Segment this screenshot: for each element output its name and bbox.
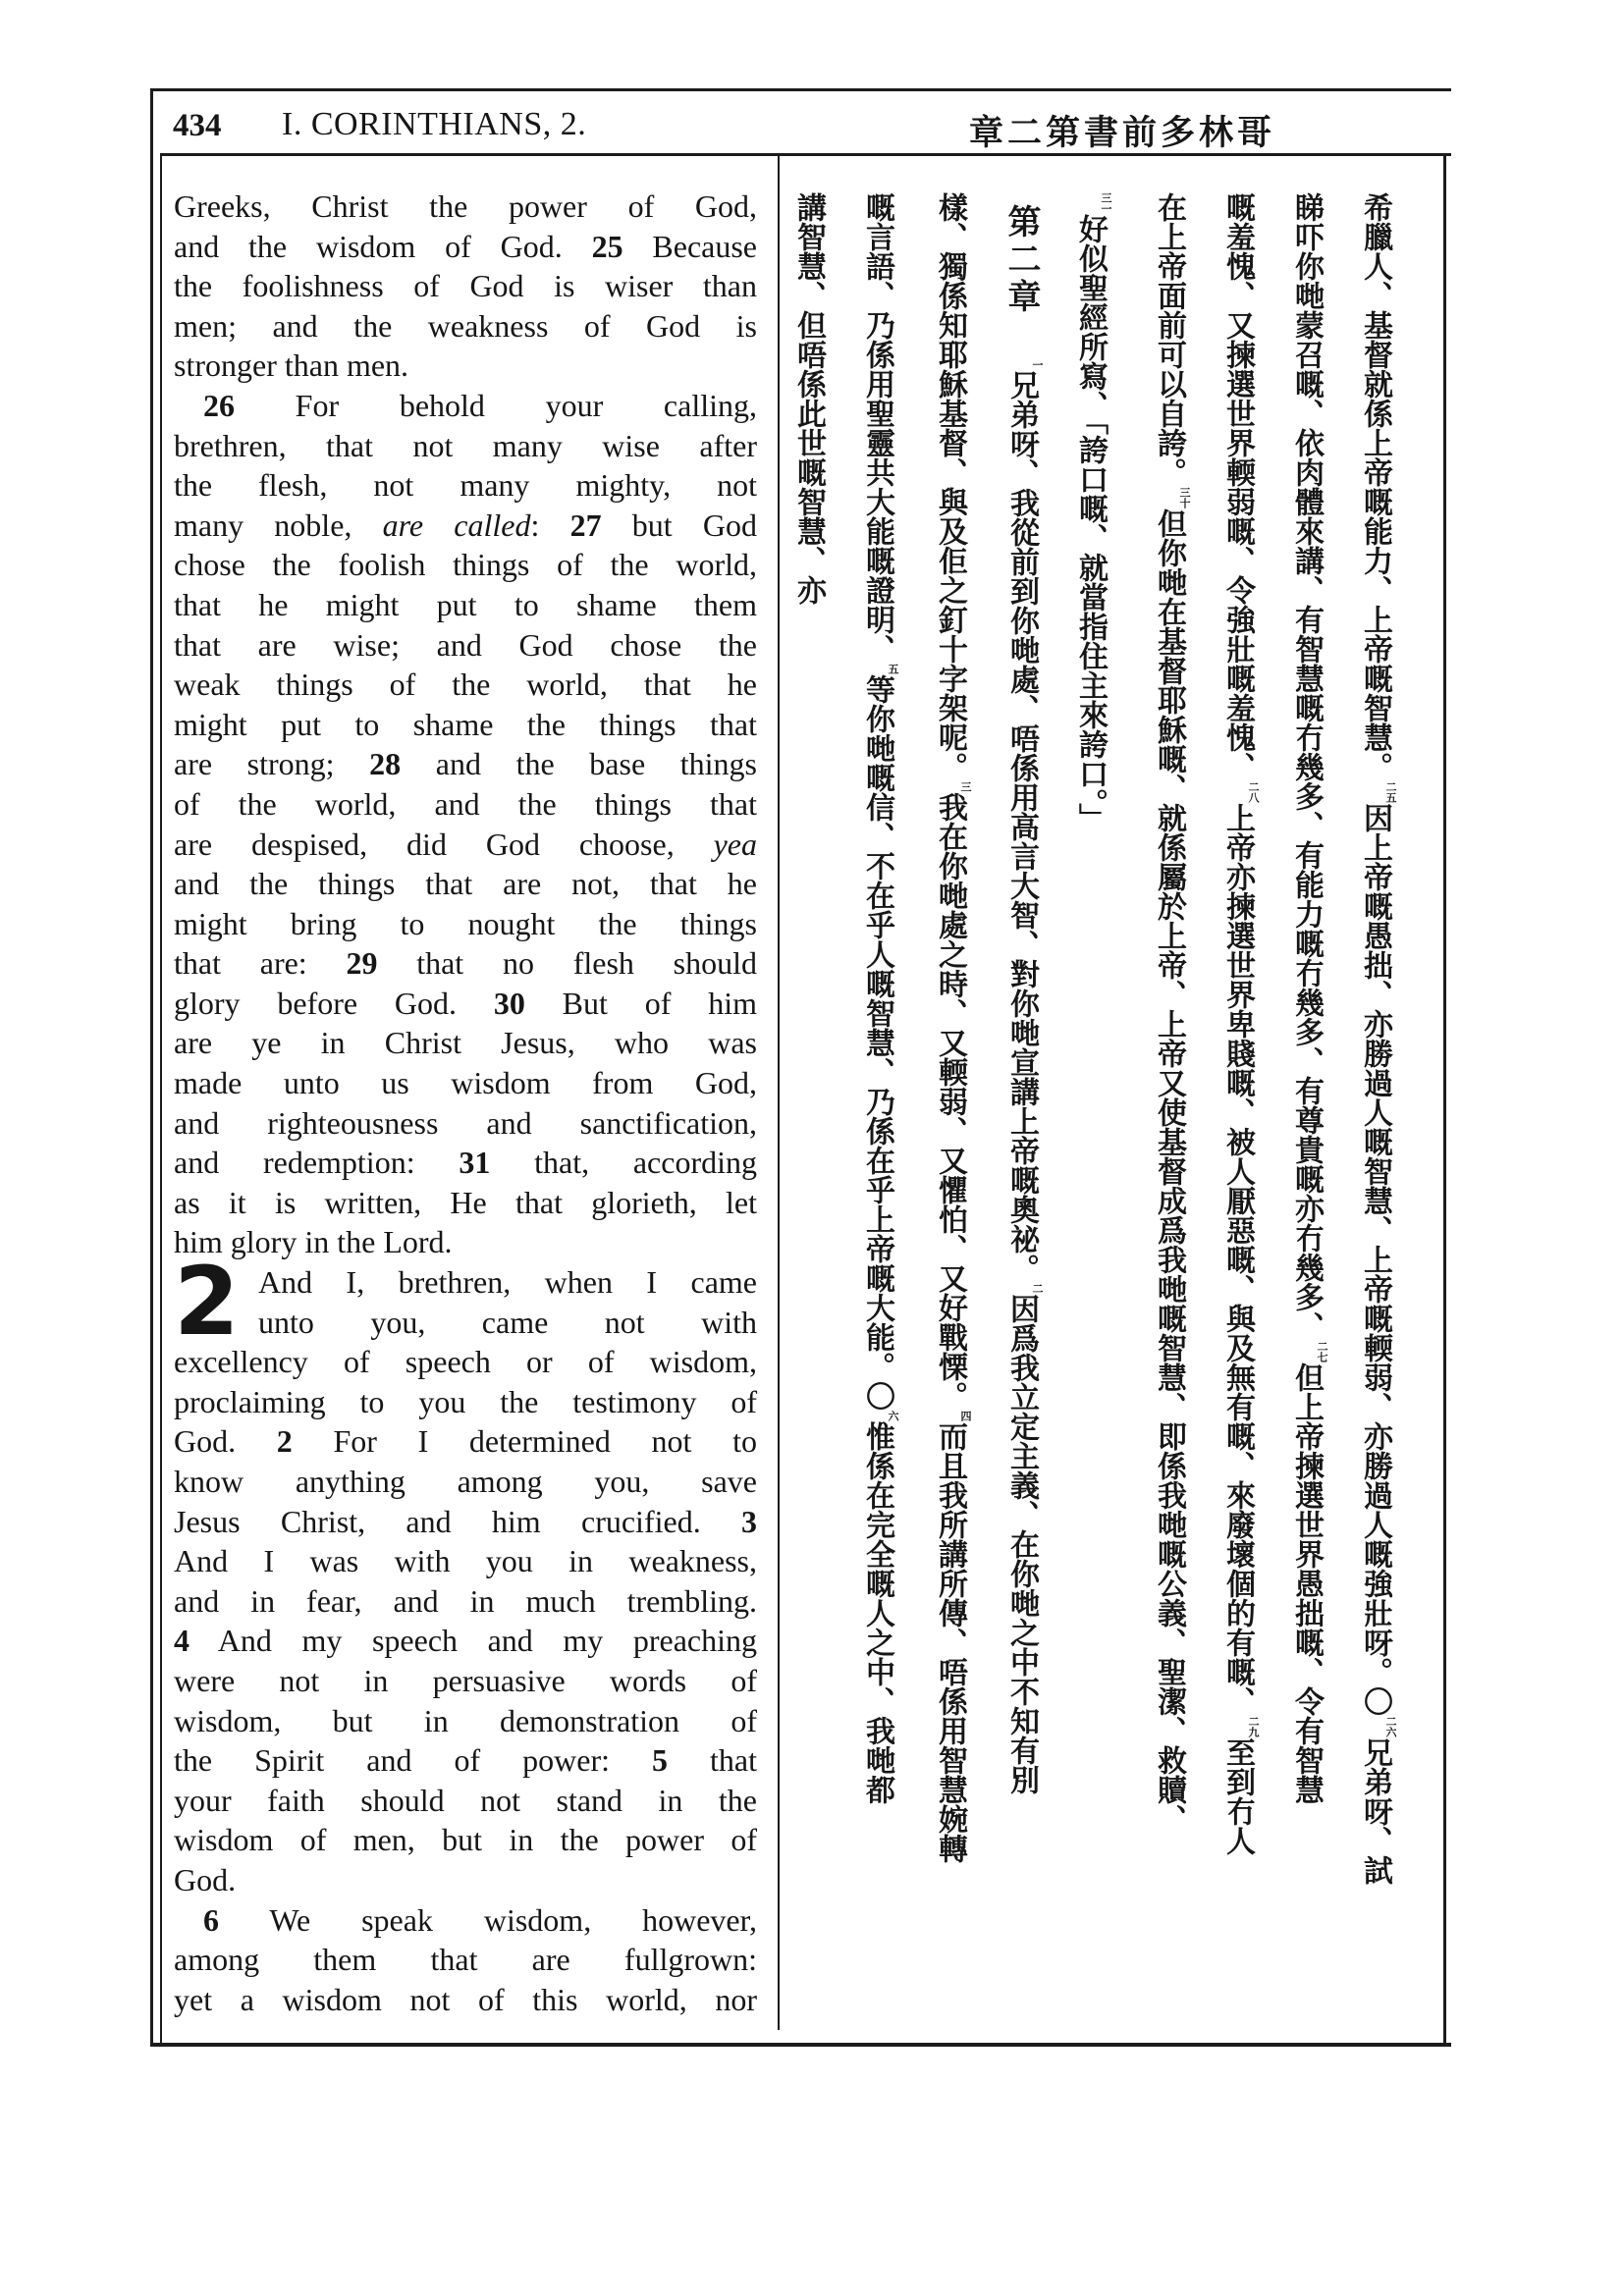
text-run: chose the foolish things of the world, (174, 547, 757, 583)
text-line (174, 1222, 757, 1262)
text-run: Jesus Christ, and him crucified. (174, 1503, 741, 1539)
text-line (174, 1502, 757, 1542)
chinese-passage: 但上帝揀選世界愚拙嘅、令有智慧 (1289, 1362, 1324, 1804)
text-line (174, 346, 757, 386)
text-run: Because (622, 228, 758, 264)
text-line (174, 1063, 757, 1103)
text-run: as it is written, He that glorieth, let (174, 1184, 757, 1220)
text-run: might bring to nought the things (174, 905, 757, 941)
verse-number: 2 (276, 1423, 293, 1460)
page-number: 434 (173, 108, 222, 143)
text-line (174, 306, 757, 347)
verse-number: 三一 (1100, 192, 1112, 214)
verse-number: 二七 (1316, 1341, 1328, 1362)
frame-left-rule (150, 88, 153, 2047)
frame-right-rule (1443, 155, 1446, 2045)
text-run: wisdom of men, but in the power of (174, 1822, 757, 1858)
chinese-column (786, 192, 830, 2038)
text-run: him glory in the Lord. (174, 1224, 453, 1260)
text-line (174, 864, 757, 904)
title-char: 前 (1121, 114, 1157, 153)
text-run: of the world, and the things that (174, 785, 757, 822)
text-run: that are: (174, 945, 347, 982)
header-top-rule (150, 88, 1451, 91)
chinese-passage: 至到冇人 (1220, 1737, 1255, 1855)
verse-number: 三十 (1178, 487, 1191, 508)
text-line (174, 1023, 757, 1063)
text-line (174, 1103, 757, 1144)
text-run: men; and the weakness of God is (174, 307, 757, 344)
chapter-numeral: 2 (174, 1247, 240, 1357)
chinese-passage: 講智慧、但唔係此世嘅智慧、亦 (791, 192, 826, 605)
text-line (174, 984, 757, 1024)
text-line (174, 1661, 757, 1701)
text-run: For behold your calling, (235, 387, 757, 423)
text-run: but God (601, 507, 758, 543)
verse-number: 二五 (1384, 781, 1397, 803)
text-run: that are wise; and God chose the (174, 626, 757, 663)
text-line (174, 1940, 757, 1980)
chinese-passage: 兄弟呀、我從前到你哋處、唔係用高言大智、對你哋宣講上帝嘅奧祕。 (1004, 370, 1039, 1283)
text-line (174, 1143, 757, 1183)
text-run: stronger than men. (174, 347, 409, 384)
text-line (174, 784, 757, 825)
text-line (174, 1462, 757, 1502)
title-char: 二 (1006, 114, 1042, 153)
chinese-passage: 希臘人、基督就係上帝嘅能力、上帝嘅智慧。 (1358, 192, 1392, 781)
text-run: among them that are fullgrown: (174, 1942, 757, 1978)
text-run: your faith should not stand in the (174, 1782, 757, 1818)
text-run: excellency of speech or of wisdom, (174, 1344, 757, 1380)
text-run: : (530, 507, 570, 543)
frame-bottom-rule (150, 2043, 1451, 2047)
text-line (174, 665, 757, 705)
italic-words: are called (382, 507, 531, 543)
text-run: and redemption: (174, 1145, 460, 1181)
italic-words: yea (713, 826, 757, 862)
verse-number: 27 (569, 507, 602, 543)
text-line (174, 1820, 757, 1860)
text-line (174, 705, 757, 745)
text-run: yet a wisdom not of this world, nor (174, 1981, 757, 2017)
text-line (174, 545, 757, 585)
title-char: 哥 (1236, 114, 1271, 153)
text-run: proclaiming to you the testimony of (174, 1383, 757, 1419)
text-run: And my speech and my preaching (189, 1623, 757, 1659)
verse-number: 二六 (1384, 1716, 1397, 1737)
text-run: and the base things (401, 746, 757, 782)
text-line (174, 386, 757, 426)
running-title-chinese (967, 106, 1273, 155)
title-char: 多 (1160, 114, 1195, 153)
text-run: made unto us wisdom from God, (174, 1065, 757, 1101)
chinese-passage: 睇吓你哋蒙召嘅、依肉體來講、有智慧嘅冇幾多、有能力嘅冇幾多、有尊貴嘅亦冇幾多、 (1289, 192, 1324, 1341)
text-run: And I was with you in weakness, (174, 1543, 757, 1579)
running-title: I. CORINTHIANS, 2. (282, 106, 587, 142)
verse-number: 二 (1031, 1283, 1044, 1294)
text-line (174, 1382, 757, 1422)
chinese-column (1284, 192, 1327, 2038)
text-line (174, 227, 757, 267)
text-line (174, 904, 757, 944)
text-run: the Spirit and of power: (174, 1742, 653, 1779)
text-line (174, 465, 757, 506)
column-divider (778, 155, 780, 2030)
title-char: 林 (1198, 114, 1233, 153)
text-line (174, 1541, 757, 1581)
verse-number: 三 (959, 781, 972, 792)
text-run: that, according (490, 1145, 757, 1181)
text-line (174, 585, 757, 625)
verse-number: 25 (591, 228, 623, 264)
text-line (174, 1860, 757, 1900)
text-run: We speak wisdom, however, (219, 1901, 757, 1938)
verse-number: 四 (959, 1411, 972, 1421)
chinese-passage: 好似聖經所寫、「誇口嘅、就當指住主來誇口。」 (1073, 214, 1108, 832)
text-line (174, 1342, 757, 1382)
verse-number: 二九 (1247, 1716, 1260, 1737)
text-run: that he might put to shame them (174, 586, 757, 622)
verse-number: 六 (887, 1411, 899, 1421)
text-run: God. (174, 1861, 237, 1897)
text-line (174, 943, 757, 984)
text-run: are ye in Christ Jesus, who was (174, 1025, 757, 1061)
text-run: and in fear, and in much trembling. (174, 1582, 757, 1619)
chinese-column (1000, 192, 1043, 2038)
text-run: know anything among you, save (174, 1464, 757, 1499)
text-line (174, 1421, 757, 1462)
english-text-column (174, 187, 757, 2019)
text-line (174, 1303, 757, 1343)
text-run: And I, brethren, when I came (258, 1264, 757, 1301)
text-line (174, 625, 757, 666)
text-run: many noble, (174, 507, 383, 543)
text-run: the foolishness of God is wiser than (174, 268, 757, 304)
chinese-passage: 我在你哋處之時、又輭弱、又懼怕、又好戰慄。 (933, 792, 967, 1411)
verse-number: 4 (174, 1623, 189, 1659)
text-line (174, 1581, 757, 1622)
chinese-column (1216, 192, 1259, 2038)
text-run: weak things of the world, that he (174, 667, 757, 703)
chinese-passage: 樣、獨係知耶穌基督、與及佢之釘十字架呢。 (933, 192, 967, 781)
text-line (174, 744, 757, 784)
text-run: For I determined not to (292, 1423, 758, 1460)
verse-number: 一 (1031, 359, 1044, 370)
verse-number: 5 (652, 1742, 669, 1779)
text-line (174, 506, 757, 546)
text-line (174, 426, 757, 466)
text-run: God. (174, 1423, 277, 1460)
chinese-passage: 惟係在完全嘅人之中、我哋都 (860, 1421, 894, 1804)
text-line (174, 1980, 757, 2020)
chinese-passage: 在上帝面前可以自誇。 (1152, 192, 1186, 487)
text-run: But of him (524, 985, 758, 1021)
verse-number: 29 (346, 945, 378, 982)
verse-number: 30 (493, 985, 525, 1021)
text-line (174, 1262, 757, 1303)
text-run: the flesh, not many mighty, not (174, 467, 757, 504)
text-line (174, 1740, 757, 1781)
chinese-column (855, 192, 898, 2038)
title-char: 章 (968, 114, 1003, 153)
text-run: might put to shame the things that (174, 706, 757, 742)
text-run: were not in persuasive words of (174, 1662, 757, 1698)
title-char: 第 (1045, 114, 1080, 153)
chinese-passage: 而且我所講所傳、唔係用智慧婉轉 (933, 1421, 967, 1863)
text-run: and the wisdom of God. (174, 228, 592, 264)
text-run: are strong; (174, 746, 370, 782)
text-run: glory before God. (174, 985, 494, 1021)
text-run: that (668, 1742, 758, 1779)
text-run: and righteousness and sanctification, (174, 1104, 757, 1141)
verse-number: 28 (369, 746, 402, 782)
chinese-passage: 兄弟呀、試 (1358, 1737, 1392, 1885)
text-run: wisdom, but in demonstration of (174, 1702, 757, 1738)
text-line (174, 825, 757, 865)
verse-number: 26 (203, 387, 235, 423)
text-run: Greeks, Christ the power of God, (174, 188, 757, 224)
title-char: 書 (1083, 114, 1118, 153)
chinese-column (928, 192, 971, 2038)
chinese-passage: 等你哋嘅信、不在乎人嘅智慧、乃係在乎上帝嘅大能。〇 (860, 674, 894, 1411)
chinese-passage: 因爲我立定主義、在你哋之中不知有別 (1004, 1294, 1039, 1794)
text-line (174, 1781, 757, 1821)
chinese-passage: 上帝亦揀選世界卑賤嘅、被人厭惡嘅、與及無有嘅、來廢壞個的有嘅、 (1220, 803, 1255, 1716)
chinese-passage: 但你哋在基督耶穌嘅、就係屬於上帝、上帝又使基督成爲我哋嘅智慧、即係我哋嘅公義、聖潔、救贖、 (1152, 508, 1186, 1834)
text-run: brethren, that not many wise after (174, 427, 757, 463)
english-box-left-rule (160, 155, 162, 2047)
text-run: unto you, came not with (258, 1304, 757, 1340)
text-line (174, 266, 757, 306)
text-run: that no flesh should (377, 945, 758, 982)
verse-number: 3 (741, 1503, 757, 1539)
text-line (174, 1621, 757, 1661)
text-line (174, 1183, 757, 1223)
chinese-passage: 嘅羞愧、又揀選世界輭弱嘅、令強壯嘅羞愧、 (1220, 192, 1255, 781)
chinese-column (1147, 192, 1190, 2038)
text-run: are despised, did God choose, (174, 826, 714, 862)
chinese-column (1068, 192, 1111, 2038)
text-line (174, 1900, 757, 1941)
verse-number: 二八 (1247, 781, 1260, 803)
chinese-column (1353, 192, 1396, 2038)
chinese-passage: 因上帝嘅愚拙、亦勝過人嘅智慧、上帝嘅輭弱、亦勝過人嘅強壯呀。〇 (1358, 803, 1392, 1716)
verse-number: 6 (203, 1901, 219, 1938)
text-line (174, 1701, 757, 1741)
chinese-passage: 嘅言語、乃係用聖靈共大能嘅證明、 (860, 192, 894, 664)
verse-number: 31 (459, 1145, 491, 1181)
text-run: and the things that are not, that he (174, 866, 757, 902)
chapter-heading: 第二章 (1001, 204, 1041, 316)
verse-number: 五 (887, 664, 899, 674)
text-line (174, 187, 757, 227)
